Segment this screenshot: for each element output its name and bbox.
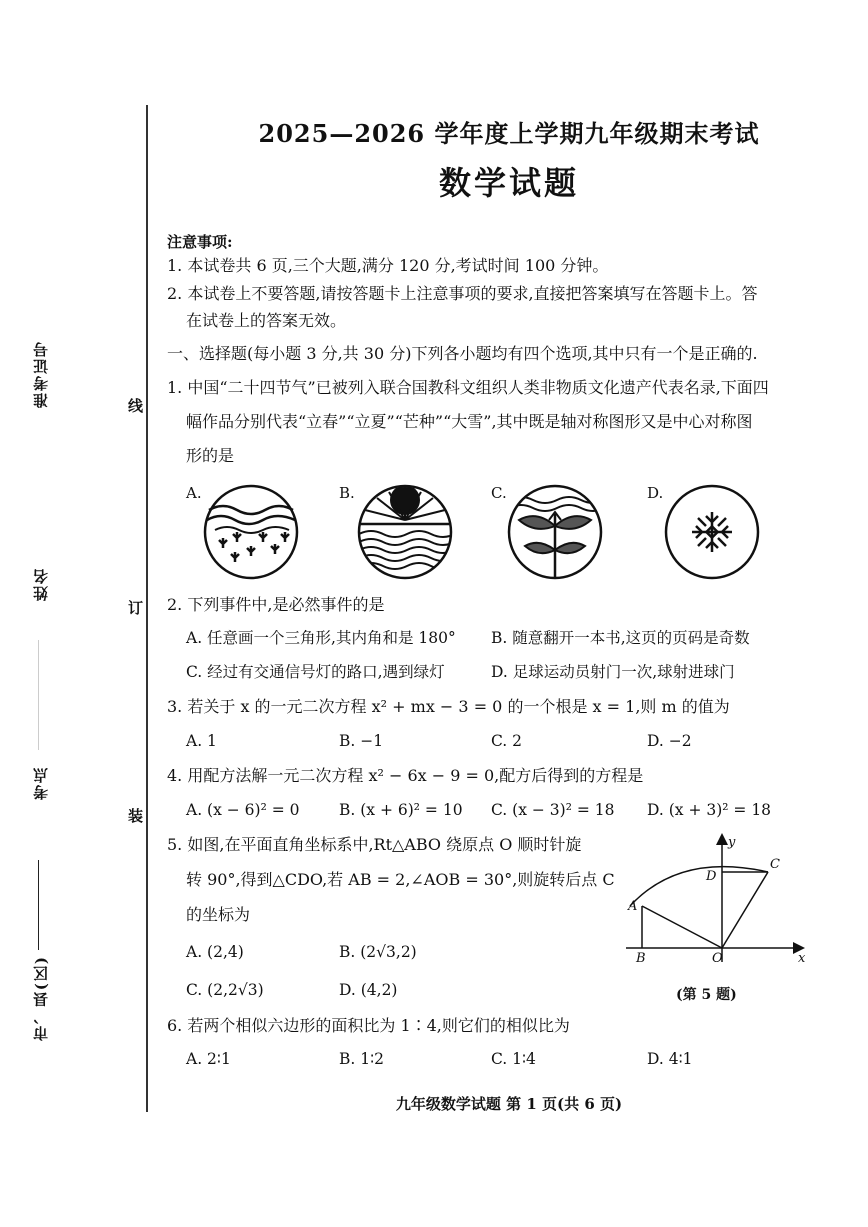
q2-option-b: B. 随意翻开一本书,这页的页码是奇数: [491, 629, 750, 647]
segment-co: [722, 872, 768, 948]
name-label: 姓名: [32, 567, 50, 601]
q5-line3: 的坐标为: [186, 905, 251, 924]
exam-site-label: 考点: [32, 766, 50, 800]
label-b: B: [636, 951, 646, 966]
q1-option-d-letter: D.: [647, 484, 664, 502]
lixia-figure-icon: [357, 484, 453, 580]
county-fill-line: [38, 860, 39, 950]
county-label: 市、县(区): [32, 955, 50, 1042]
q5-option-d: D. (4,2): [339, 981, 398, 999]
q3-option-b: B. −1: [339, 732, 384, 750]
note-1: 1. 本试卷共 6 页,三个大题,满分 120 分,考试时间 100 分钟。: [167, 256, 609, 275]
label-y: y: [728, 835, 736, 850]
label-a: A: [628, 899, 638, 914]
lichun-figure-icon: [203, 484, 299, 580]
q6-option-d: D. 4∶1: [647, 1050, 693, 1068]
subject-title: 数学试题: [438, 164, 579, 202]
daxue-figure-icon: [664, 484, 760, 580]
q6-option-a: A. 2∶1: [186, 1050, 231, 1068]
exam-number-label: 准考证号: [32, 340, 50, 408]
q1-option-a-letter: A.: [186, 484, 202, 502]
note-2-line1: 2. 本试卷上不要答题,请按答题卡上注意事项的要求,直接把答案填写在答题卡上。答: [167, 284, 758, 303]
q3-option-d: D. −2: [647, 732, 692, 750]
mangzhong-figure-icon: [507, 484, 603, 580]
q5-option-a: A. (2,4): [186, 943, 244, 961]
q2-option-d: D. 足球运动员射门一次,球射进球门: [491, 663, 735, 681]
q4-option-c: C. (x − 3)² = 18: [491, 801, 615, 819]
label-o: O: [712, 951, 723, 966]
q3-option-c: C. 2: [491, 732, 523, 750]
q5-line2: 转 90°,得到△CDO,若 AB = 2,∠AOB = 30°,则旋转后点 C: [186, 870, 615, 889]
q1-option-b-letter: B.: [339, 484, 355, 502]
q6-stem: 6. 若两个相似六边形的面积比为 1∶4,则它们的相似比为: [167, 1016, 570, 1035]
q2-stem: 2. 下列事件中,是必然事件的是: [167, 595, 385, 614]
q2-option-c: C. 经过有交通信号灯的路口,遇到绿灯: [186, 663, 445, 681]
q1-option-c-letter: C.: [491, 484, 507, 502]
q2-option-a: A. 任意画一个三角形,其内角和是 180°: [186, 629, 456, 647]
label-c: C: [770, 857, 780, 872]
q5-option-c: C. (2,2√3): [186, 981, 264, 999]
q5-coordinate-figure: [620, 832, 820, 968]
label-d: D: [706, 869, 717, 884]
q5-line1: 5. 如图,在平面直角坐标系中,Rt△ABO 绕原点 O 顺时针旋: [167, 835, 582, 854]
page-footer: 九年级数学试题 第 1 页(共 6 页): [395, 1095, 623, 1113]
q1-line2: 幅作品分别代表“立春”“立夏”“芒种”“大雪”,其中既是轴对称图形又是中心对称图: [186, 412, 753, 431]
binding-line: [146, 105, 148, 1112]
q3-option-a: A. 1: [186, 732, 217, 750]
exam-title: 2025—2026 学年度上学期九年级期末考试: [258, 119, 760, 148]
label-x: x: [798, 951, 806, 966]
q6-option-c: C. 1∶4: [491, 1050, 536, 1068]
seal-char-zhuang: 装: [128, 807, 144, 825]
site-fill-line: [38, 640, 39, 750]
q5-figure-caption: (第 5 题): [676, 987, 737, 1003]
q3-stem: 3. 若关于 x 的一元二次方程 x² + mx − 3 = 0 的一个根是 x = 1,则 m 的值为: [167, 697, 730, 716]
notes-heading: 注意事项:: [167, 233, 233, 251]
seal-char-ding: 订: [128, 599, 144, 617]
section-1-heading: 一、选择题(每小题 3 分,共 30 分)下列各小题均有四个选项,其中只有一个是正确的.: [167, 344, 758, 363]
q1-line1: 1. 中国“二十四节气”已被列入联合国教科文组织人类非物质文化遗产代表名录,下面四: [167, 378, 769, 397]
q6-option-b: B. 1∶2: [339, 1050, 385, 1068]
seal-char-xian: 线: [128, 397, 144, 415]
note-2-line2: 在试卷上的答案无效。: [186, 311, 347, 330]
q5-option-b: B. (2√3,2): [339, 943, 417, 961]
q4-option-a: A. (x − 6)² = 0: [186, 801, 300, 819]
q4-stem: 4. 用配方法解一元二次方程 x² − 6x − 9 = 0,配方后得到的方程是: [167, 766, 644, 785]
q4-option-d: D. (x + 3)² = 18: [647, 801, 772, 819]
segment-ao: [642, 906, 722, 948]
q1-line3: 形的是: [186, 446, 235, 465]
q4-option-b: B. (x + 6)² = 10: [339, 801, 463, 819]
